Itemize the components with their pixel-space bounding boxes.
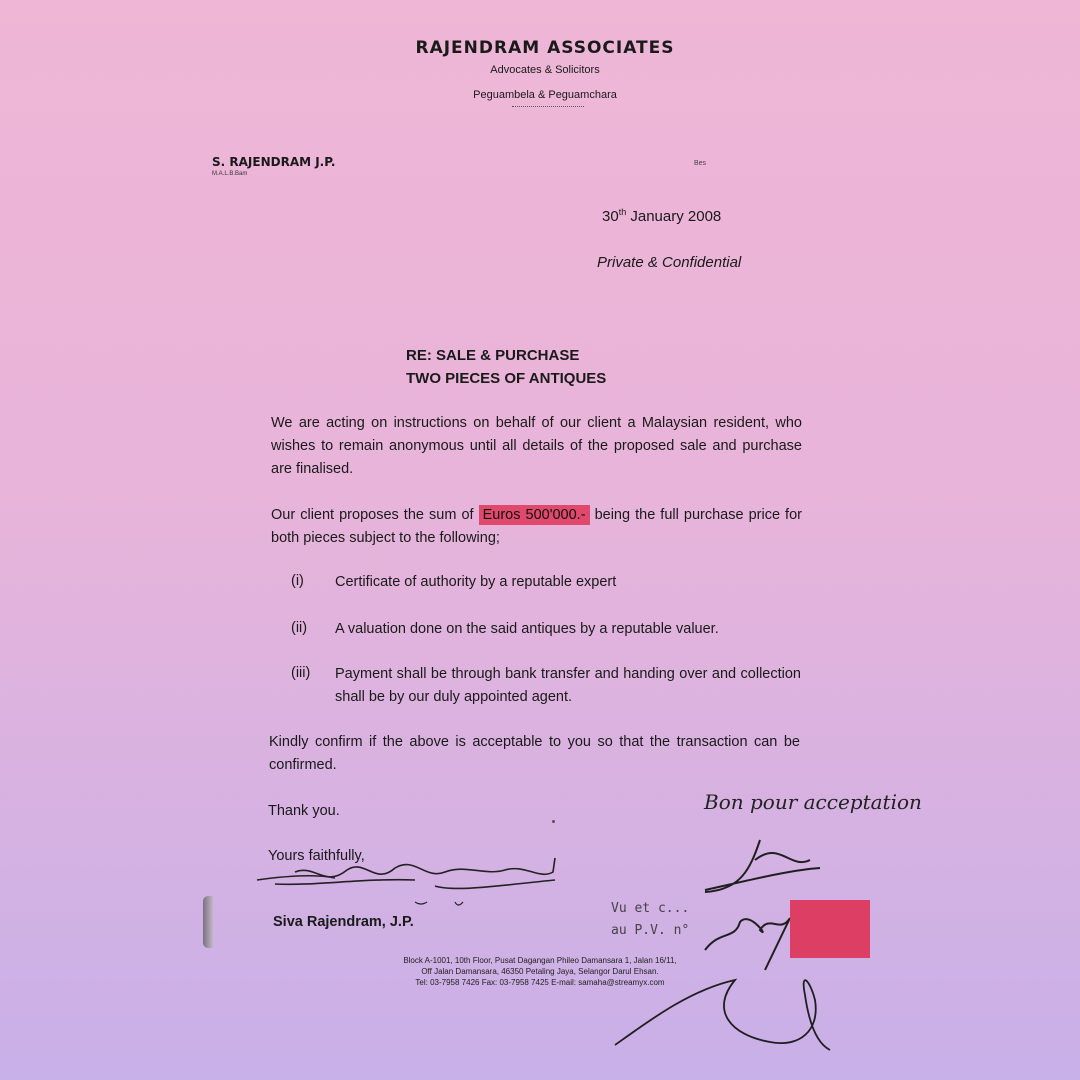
footer-line-2: Off Jalan Damansara, 46350 Petaling Jaya, Selangor Darul Ehsan. [421, 967, 659, 976]
sender-subtitle: M.A.L.B.Bam [212, 171, 248, 177]
classification: Private & Confidential [597, 254, 742, 271]
footer-line-1: Block A-1001, 10th Floor, Pusat Dagangan Phileo Damansara 1, Jalan 16/11, [403, 956, 677, 965]
signatory-name: Siva Rajendram, J.P. [273, 914, 414, 930]
body-paragraph-2: Our client proposes the sum of Euros 500'000.- being the full purchase price for both pieces subject to the following; [271, 507, 802, 546]
condition-text-1: Certificate of authority by a reputable expert [335, 574, 617, 590]
condition-text-3: Payment shall be through bank transfer and handing over and collection shall be by our duly appointed agent. [335, 666, 801, 705]
signatory-signature [255, 850, 565, 920]
condition-number-2: (ii) [291, 620, 308, 636]
subject [406, 344, 606, 390]
condition-number-3: (iii) [291, 665, 311, 681]
letterhead-divider [512, 106, 584, 107]
condition-text-2: A valuation done on the said antiques by a reputable valuer. [335, 621, 719, 637]
footer-line-3: Tel: 03-7958 7426 Fax: 03-7958 7425 E-mail: samaha@streamyx.com [415, 978, 665, 987]
letter-date: 30th January 2008 [602, 207, 722, 225]
stamp-text: Vu et c... au P.V. n° [611, 901, 690, 938]
highlighted-amount: Euros 500'000.- [479, 505, 590, 525]
firm-name: RAJENDRAM ASSOCIATES [415, 38, 675, 58]
body-paragraph-3: Kindly confirm if the above is acceptable to you so that the transaction can be confirmed. [269, 734, 800, 773]
reference-tag: Bes [694, 160, 707, 167]
acceptance-handwritten-note: Bon pour acceptation [704, 790, 922, 814]
thanks-line: Thank you. [268, 803, 340, 819]
binding-hole-mark [203, 896, 213, 948]
stray-mark [552, 820, 555, 823]
firm-type-malay: Peguambela & Peguamchara [473, 89, 617, 101]
sender-name: S. RAJENDRAM J.P. [212, 155, 336, 169]
redaction-box [790, 900, 870, 958]
closing-line: Yours faithfully, [268, 848, 365, 864]
subject-line-2: TWO PIECES OF ANTIQUES [406, 370, 607, 387]
condition-number-1: (i) [291, 573, 304, 589]
body-paragraph-1: We are acting on instructions on behalf of our client a Malaysian resident, who wishes to remain anonymous until all details of the proposed sale and purchase are finalised. [271, 415, 802, 477]
subject-line-1: RE: SALE & PURCHASE [406, 347, 580, 364]
firm-type: Advocates & Solicitors [490, 64, 600, 76]
footer-address [300, 955, 780, 988]
